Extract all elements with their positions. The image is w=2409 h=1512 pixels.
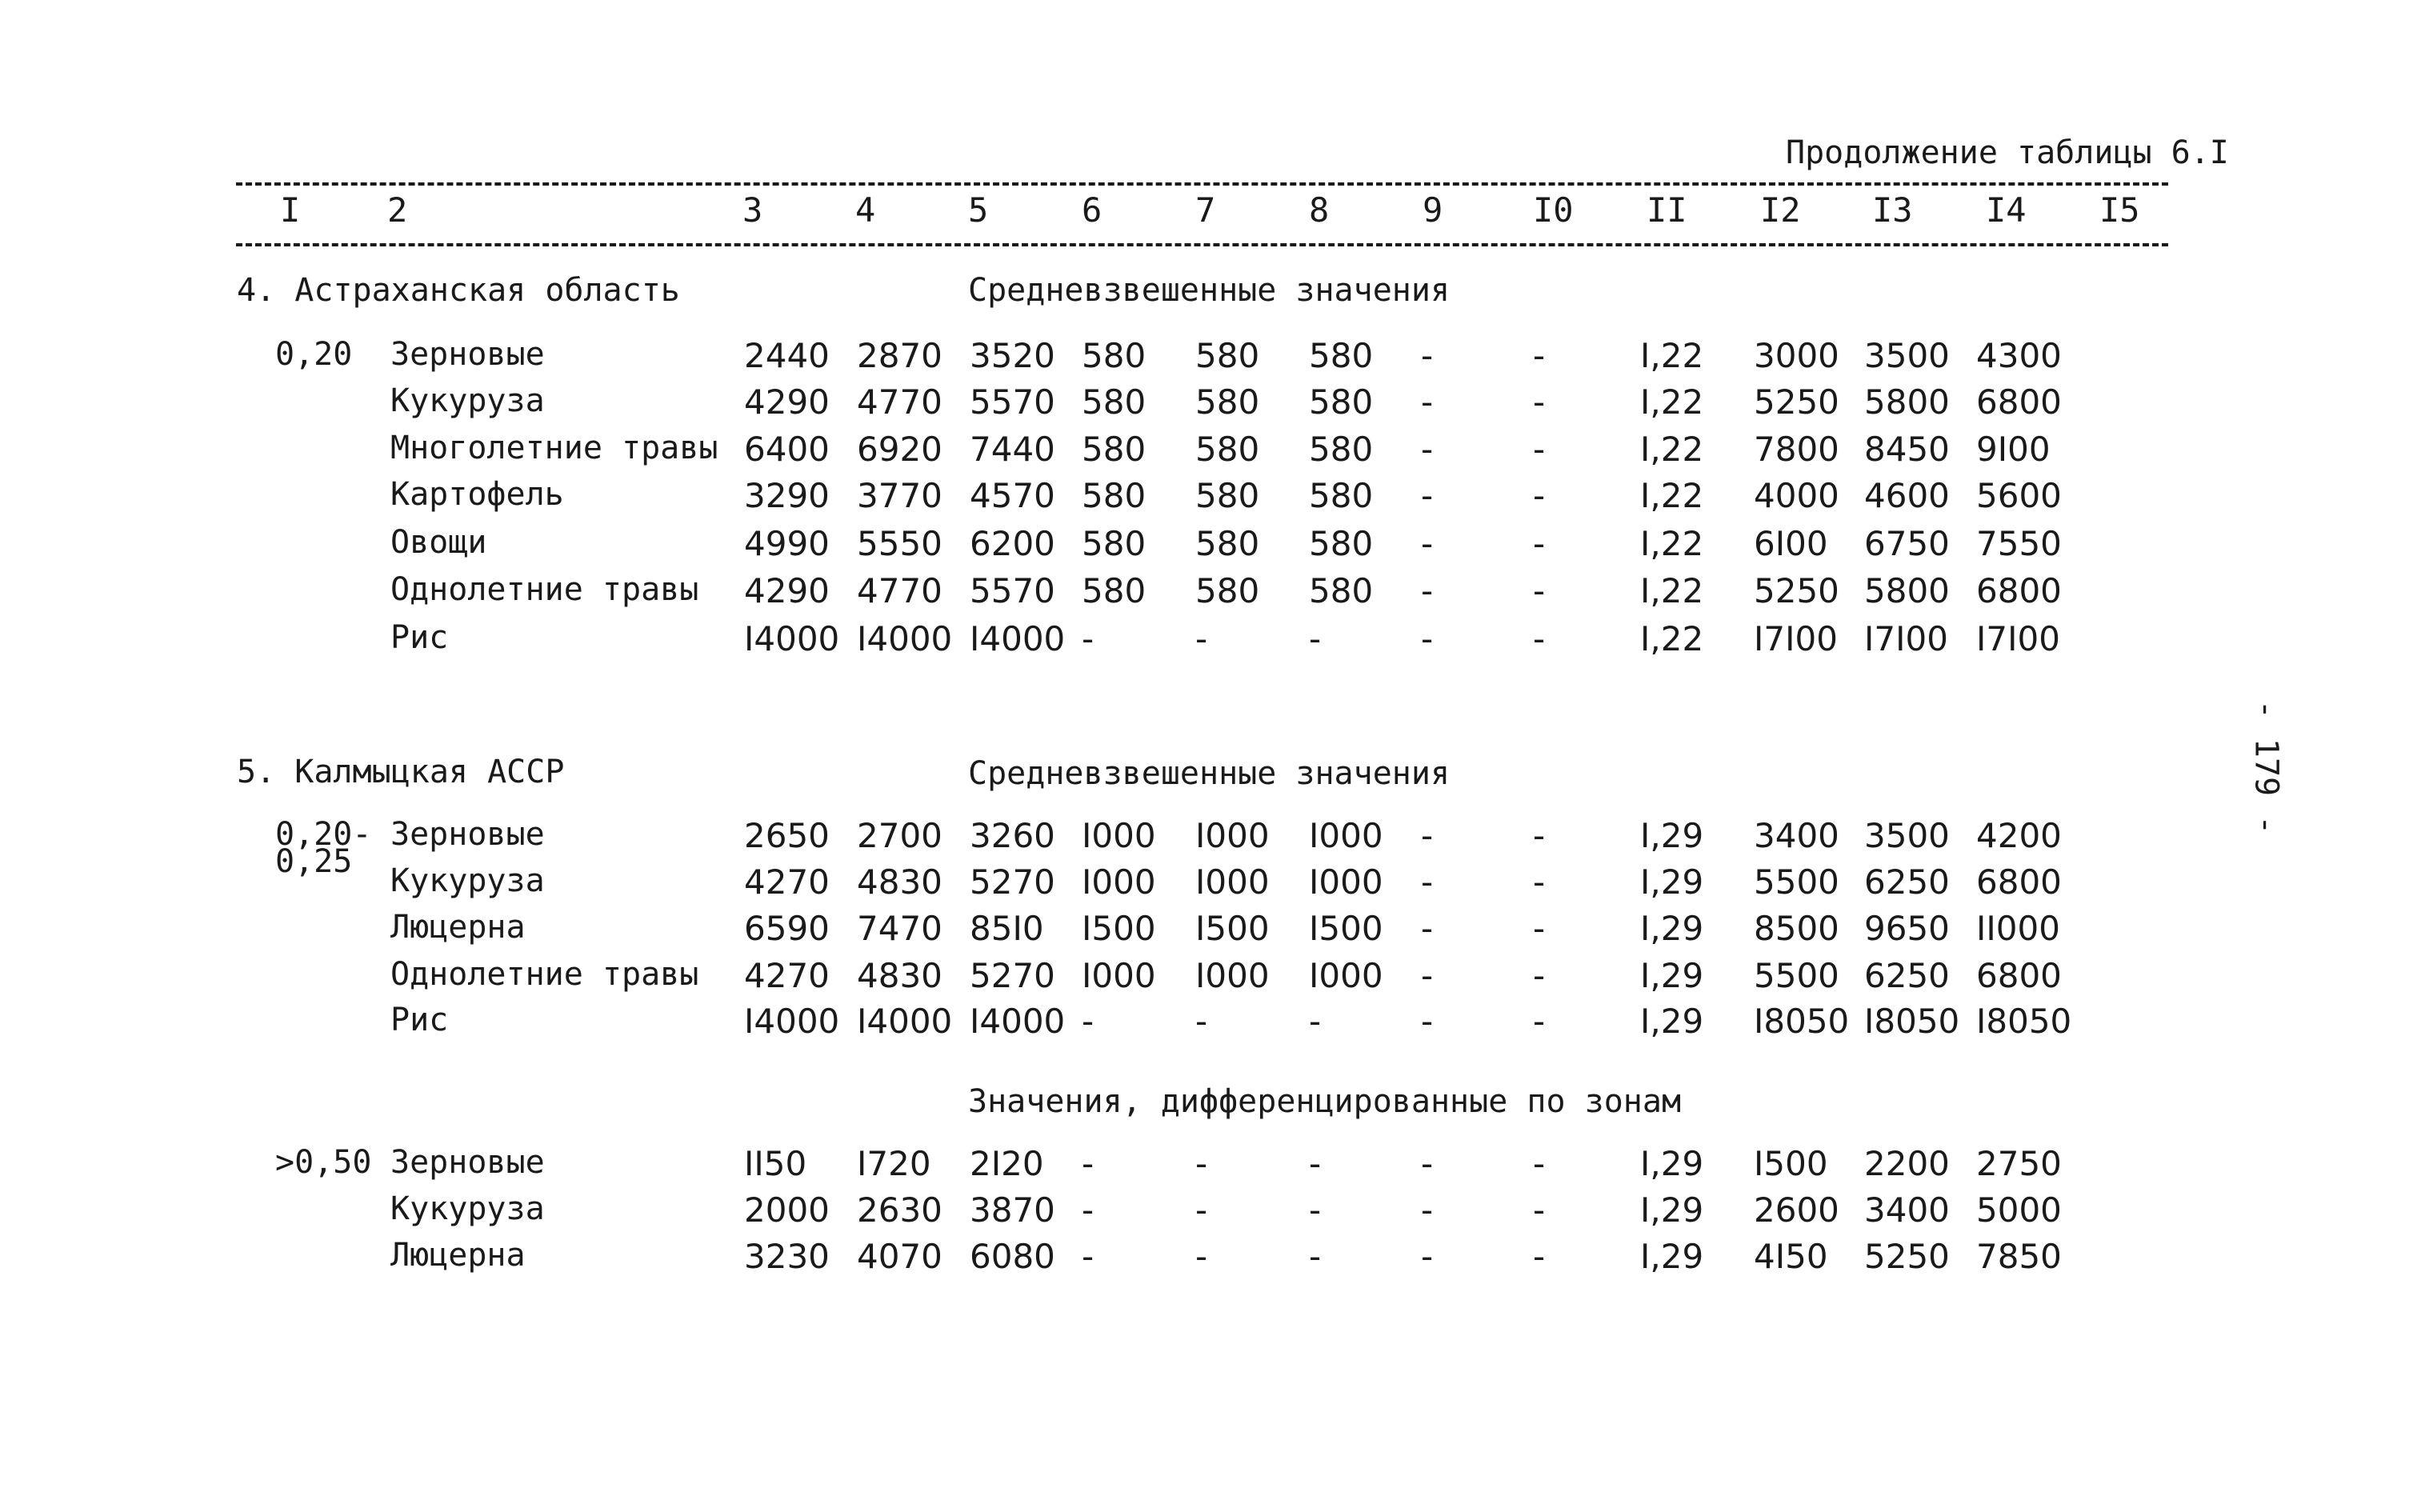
column-header: 3 — [742, 190, 763, 230]
table-cell: 4830 — [857, 956, 942, 995]
table-cell: 3500 — [1864, 336, 1950, 375]
table-cell: - — [1421, 1144, 1434, 1183]
table-cell: 4290 — [744, 571, 830, 610]
table-cell: I000 — [1195, 956, 1270, 995]
table-cell: I000 — [1309, 862, 1383, 902]
table-cell: - — [1421, 862, 1434, 902]
table-cell: 5550 — [857, 524, 942, 563]
table-cell: - — [1195, 1237, 1208, 1276]
table-cell: 6800 — [1976, 956, 2062, 995]
table-cell: - — [1533, 1237, 1546, 1276]
table-cell: I000 — [1082, 862, 1156, 902]
table-cell: 6800 — [1976, 571, 2062, 610]
table-cell: I,29 — [1640, 1144, 1704, 1183]
table-cell: 2700 — [857, 816, 942, 855]
table-cell: - — [1421, 1190, 1434, 1230]
table-cell: - — [1421, 382, 1434, 422]
table-cell: - — [1421, 524, 1434, 563]
column-1-value: 0,20- — [275, 816, 372, 853]
crop-name: Рис — [390, 619, 449, 656]
table-cell: 4200 — [1976, 816, 2062, 855]
table-cell: 580 — [1309, 476, 1374, 515]
table-cell: 5250 — [1864, 1237, 1950, 1276]
table-cell: 3230 — [744, 1237, 830, 1276]
table-cell: - — [1533, 1144, 1546, 1183]
table-cell: 3520 — [970, 336, 1055, 375]
table-cell: 3400 — [1754, 816, 1839, 855]
section-title: 4. Астраханская область — [237, 272, 680, 309]
table-cell: 580 — [1309, 336, 1374, 375]
table-cell: 7440 — [970, 430, 1055, 469]
table-cell: 580 — [1195, 382, 1260, 422]
table-cell: 580 — [1082, 524, 1146, 563]
table-cell: 4000 — [1754, 476, 1839, 515]
table-cell: I,29 — [1640, 1190, 1704, 1230]
table-cell: - — [1195, 1002, 1208, 1041]
table-cell: I000 — [1195, 816, 1270, 855]
table-cell: 7800 — [1754, 430, 1839, 469]
table-cell: - — [1421, 430, 1434, 469]
table-cell: I,22 — [1640, 524, 1704, 563]
table-cell: 3500 — [1864, 816, 1950, 855]
table-cell: - — [1195, 1144, 1208, 1183]
subsection-label: Значения, дифференцированные по зонам — [968, 1083, 1682, 1120]
table-cell: 2I20 — [970, 1144, 1044, 1183]
table-header-rule — [236, 243, 2168, 246]
table-caption: Продолжение таблицы 6.I — [1786, 134, 2229, 171]
table-cell: 580 — [1309, 430, 1374, 469]
table-cell: - — [1421, 1002, 1434, 1041]
crop-name: Рис — [390, 1002, 449, 1038]
table-cell: 580 — [1195, 571, 1260, 610]
crop-name: Зерновые — [390, 336, 545, 373]
table-cell: - — [1421, 956, 1434, 995]
table-cell: - — [1082, 619, 1094, 658]
table-cell: - — [1309, 619, 1322, 658]
table-cell: I7I00 — [1864, 619, 1948, 658]
table-cell: - — [1082, 1002, 1094, 1041]
table-cell: 4570 — [970, 476, 1055, 515]
table-cell: 6800 — [1976, 382, 2062, 422]
crop-name: Зерновые — [390, 1144, 545, 1181]
crop-name: Многолетние травы — [390, 430, 718, 466]
page-number: - 179 - — [2247, 699, 2285, 835]
column-header: I4 — [1986, 190, 2027, 230]
subsection-label: Средневзвешенные значения — [968, 755, 1451, 792]
table-cell: I000 — [1082, 956, 1156, 995]
table-cell: 2750 — [1976, 1144, 2062, 1183]
table-cell: I,22 — [1640, 430, 1704, 469]
table-cell: - — [1309, 1002, 1322, 1041]
table-cell: - — [1533, 571, 1546, 610]
table-cell: 580 — [1082, 571, 1146, 610]
table-cell: I000 — [1309, 816, 1383, 855]
table-cell: I,29 — [1640, 1237, 1704, 1276]
table-cell: 4830 — [857, 862, 942, 902]
table-cell: 8450 — [1864, 430, 1950, 469]
column-header: 2 — [387, 190, 408, 230]
table-cell: 4990 — [744, 524, 830, 563]
table-top-rule — [236, 182, 2168, 186]
table-cell: - — [1309, 1190, 1322, 1230]
table-cell: - — [1533, 909, 1546, 948]
table-cell: I4000 — [744, 1002, 840, 1041]
table-cell: 580 — [1082, 476, 1146, 515]
crop-name: Зерновые — [390, 816, 545, 853]
table-cell: 4270 — [744, 862, 830, 902]
table-cell: 6250 — [1864, 862, 1950, 902]
table-cell: 6250 — [1864, 956, 1950, 995]
table-cell: 4770 — [857, 571, 942, 610]
table-cell: 5570 — [970, 571, 1055, 610]
table-cell: I,29 — [1640, 956, 1704, 995]
table-cell: 3870 — [970, 1190, 1055, 1230]
table-cell: 580 — [1309, 571, 1374, 610]
table-cell: - — [1533, 816, 1546, 855]
table-cell: 6920 — [857, 430, 942, 469]
table-cell: 6590 — [744, 909, 830, 948]
table-cell: I720 — [857, 1144, 931, 1183]
table-cell: - — [1309, 1237, 1322, 1276]
table-cell: - — [1309, 1144, 1322, 1183]
table-cell: 4600 — [1864, 476, 1950, 515]
table-cell: 580 — [1309, 524, 1374, 563]
column-1-value: 0,25 — [275, 843, 353, 880]
table-cell: I,22 — [1640, 619, 1704, 658]
table-cell: 4I50 — [1754, 1237, 1828, 1276]
table-cell: 580 — [1195, 476, 1260, 515]
table-cell: - — [1533, 862, 1546, 902]
table-cell: I,22 — [1640, 476, 1704, 515]
table-cell: 3770 — [857, 476, 942, 515]
subsection-label: Средневзвешенные значения — [968, 272, 1451, 309]
table-cell: 5800 — [1864, 382, 1950, 422]
table-cell: I7I00 — [1754, 619, 1838, 658]
crop-name: Кукуруза — [390, 382, 545, 419]
table-cell: 2650 — [744, 816, 830, 855]
column-header: II — [1647, 190, 1687, 230]
table-cell: 3000 — [1754, 336, 1839, 375]
table-cell: 2630 — [857, 1190, 942, 1230]
table-cell: 2600 — [1754, 1190, 1839, 1230]
table-cell: 580 — [1082, 336, 1146, 375]
column-header: I0 — [1533, 190, 1574, 230]
table-cell: I,22 — [1640, 382, 1704, 422]
table-cell: 6I00 — [1754, 524, 1828, 563]
table-cell: 5800 — [1864, 571, 1950, 610]
table-cell: 2440 — [744, 336, 830, 375]
table-cell: 5600 — [1976, 476, 2062, 515]
table-cell: 9I00 — [1976, 430, 2051, 469]
crop-name: Люцерна — [390, 1237, 526, 1274]
table-cell: 5250 — [1754, 571, 1839, 610]
table-cell: 5270 — [970, 956, 1055, 995]
table-cell: 6750 — [1864, 524, 1950, 563]
table-cell: I000 — [1195, 862, 1270, 902]
table-cell: II000 — [1976, 909, 2060, 948]
table-cell: - — [1421, 619, 1434, 658]
table-cell: I000 — [1309, 956, 1383, 995]
table-cell: - — [1421, 909, 1434, 948]
table-cell: - — [1533, 956, 1546, 995]
table-cell: I8050 — [1976, 1002, 2072, 1041]
table-cell: - — [1082, 1144, 1094, 1183]
table-cell: 3400 — [1864, 1190, 1950, 1230]
table-cell: 4270 — [744, 956, 830, 995]
section-title: 5. Калмыцкая АССР — [237, 754, 565, 790]
table-cell: I,29 — [1640, 816, 1704, 855]
column-header: I — [280, 190, 301, 230]
column-header: I5 — [2099, 190, 2140, 230]
table-cell: 7850 — [1976, 1237, 2062, 1276]
table-cell: 6200 — [970, 524, 1055, 563]
crop-name: Овощи — [390, 524, 487, 561]
table-cell: I8050 — [1864, 1002, 1960, 1041]
table-cell: - — [1421, 1237, 1434, 1276]
column-header: 4 — [855, 190, 876, 230]
table-cell: 7550 — [1976, 524, 2062, 563]
table-cell: 5000 — [1976, 1190, 2062, 1230]
table-cell: I4000 — [970, 619, 1066, 658]
table-cell: 2000 — [744, 1190, 830, 1230]
table-cell: I8050 — [1754, 1002, 1850, 1041]
table-cell: I7I00 — [1976, 619, 2060, 658]
table-cell: I4000 — [744, 619, 840, 658]
table-cell: 5270 — [970, 862, 1055, 902]
table-cell: 4290 — [744, 382, 830, 422]
table-cell: - — [1533, 476, 1546, 515]
table-cell: 9650 — [1864, 909, 1950, 948]
table-cell: 3290 — [744, 476, 830, 515]
table-cell: 6400 — [744, 430, 830, 469]
table-cell: I500 — [1082, 909, 1156, 948]
table-cell: I,22 — [1640, 571, 1704, 610]
crop-name: Люцерна — [390, 909, 526, 946]
table-cell: - — [1421, 816, 1434, 855]
table-cell: 580 — [1082, 382, 1146, 422]
table-cell: 3260 — [970, 816, 1055, 855]
table-cell: - — [1421, 571, 1434, 610]
table-cell: 4770 — [857, 382, 942, 422]
table-cell: 2200 — [1864, 1144, 1950, 1183]
table-cell: - — [1533, 1002, 1546, 1041]
table-cell: - — [1082, 1190, 1094, 1230]
table-cell: 5500 — [1754, 956, 1839, 995]
crop-name: Картофель — [390, 476, 564, 513]
table-cell: I,29 — [1640, 1002, 1704, 1041]
table-cell: 7470 — [857, 909, 942, 948]
table-cell: I4000 — [857, 1002, 953, 1041]
table-cell: 6080 — [970, 1237, 1055, 1276]
table-cell: I500 — [1754, 1144, 1828, 1183]
table-cell: 580 — [1309, 382, 1374, 422]
table-cell: 580 — [1195, 524, 1260, 563]
table-cell: 4070 — [857, 1237, 942, 1276]
crop-name: Однолетние травы — [390, 956, 699, 993]
table-cell: - — [1533, 619, 1546, 658]
table-cell: 580 — [1195, 430, 1260, 469]
column-1-value: >0,50 — [275, 1144, 372, 1181]
table-cell: 580 — [1082, 430, 1146, 469]
table-cell: - — [1533, 382, 1546, 422]
table-cell: 8500 — [1754, 909, 1839, 948]
table-cell: I,29 — [1640, 862, 1704, 902]
table-cell: 5250 — [1754, 382, 1839, 422]
table-cell: - — [1082, 1237, 1094, 1276]
column-1-value: 0,20 — [275, 336, 353, 373]
column-header: 5 — [968, 190, 989, 230]
table-cell: I500 — [1309, 909, 1383, 948]
column-header: 8 — [1309, 190, 1330, 230]
crop-name: Кукуруза — [390, 1190, 545, 1227]
table-cell: 6800 — [1976, 862, 2062, 902]
table-cell: - — [1195, 619, 1208, 658]
table-cell: - — [1421, 336, 1434, 375]
column-header: I2 — [1760, 190, 1801, 230]
table-cell: - — [1533, 1190, 1546, 1230]
table-cell: I000 — [1082, 816, 1156, 855]
table-cell: 5500 — [1754, 862, 1839, 902]
table-cell: 5570 — [970, 382, 1055, 422]
table-cell: I4000 — [857, 619, 953, 658]
table-cell: 580 — [1195, 336, 1260, 375]
table-cell: I,22 — [1640, 336, 1704, 375]
column-header: I3 — [1872, 190, 1913, 230]
table-cell: I4000 — [970, 1002, 1066, 1041]
table-cell: II50 — [744, 1144, 807, 1183]
table-cell: - — [1533, 336, 1546, 375]
table-cell: 4300 — [1976, 336, 2062, 375]
table-cell: I,29 — [1640, 909, 1704, 948]
table-cell: - — [1533, 524, 1546, 563]
column-header: 6 — [1082, 190, 1102, 230]
table-cell: 85I0 — [970, 909, 1044, 948]
column-header: 9 — [1423, 190, 1443, 230]
crop-name: Кукуруза — [390, 862, 545, 899]
column-header: 7 — [1195, 190, 1216, 230]
table-cell: 2870 — [857, 336, 942, 375]
table-cell: I500 — [1195, 909, 1270, 948]
table-cell: - — [1195, 1190, 1208, 1230]
table-cell: - — [1421, 476, 1434, 515]
crop-name: Однолетние травы — [390, 571, 699, 608]
table-cell: - — [1533, 430, 1546, 469]
